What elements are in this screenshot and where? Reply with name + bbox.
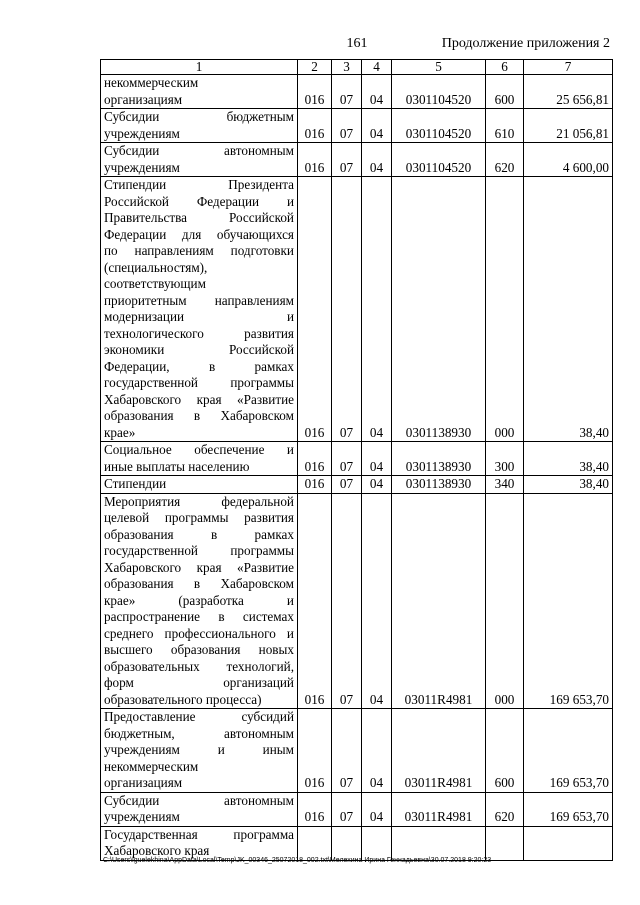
cell-section: 07 xyxy=(332,792,362,826)
row-name-line: форм организаций xyxy=(104,675,294,690)
cell-ministry: 016 xyxy=(298,442,332,476)
row-name-line: технологического развития xyxy=(104,325,294,341)
cell-amount: 169 653,70 xyxy=(524,493,613,709)
page-number: 161 xyxy=(346,36,368,51)
cell-ministry: 016 xyxy=(298,792,332,826)
row-name-line: учреждениям xyxy=(104,159,180,175)
row-name-line: образования в Хабаровском xyxy=(104,408,294,423)
table-row xyxy=(101,143,613,177)
cell-section: 07 xyxy=(332,75,362,109)
cell-target: 03011R4981 xyxy=(392,493,486,709)
table-row xyxy=(101,75,613,109)
cell-section: 07 xyxy=(332,177,362,442)
cell-expense-type: 340 xyxy=(486,476,524,494)
footer-file-path: C:\Users\iguelekhina\AppData\Local\Temp\JK_00346_25072018_002.txt\Мелехина Ирина Геннадьевна\30.07.2018 9:20:23 xyxy=(103,857,492,864)
row-name-cell xyxy=(101,442,298,476)
cell-section: 07 xyxy=(332,442,362,476)
row-name-cell xyxy=(101,792,298,826)
cell-ministry: 016 xyxy=(298,709,332,793)
row-name-line: Федерации для обучающихся xyxy=(104,226,294,242)
cell-ministry: 016 xyxy=(298,109,332,143)
cell-subsection: 04 xyxy=(362,493,392,709)
row-name-line: бюджетным, автономным xyxy=(104,725,294,741)
table-row xyxy=(101,493,613,709)
row-name-line: Хабаровского края xyxy=(104,843,210,858)
row-name-line: (специальностям), xyxy=(104,259,208,275)
column-header: 5 xyxy=(392,60,486,75)
row-name-line: Мероприятия федеральной xyxy=(104,493,294,509)
cell-amount: 38,40 xyxy=(524,442,613,476)
row-name-line: Субсидии автономным xyxy=(104,792,294,808)
cell-amount: 25 656,81 xyxy=(524,75,613,109)
row-name-line: приоритетным направлениям xyxy=(104,292,294,308)
cell-subsection: 04 xyxy=(362,109,392,143)
cell-subsection: 04 xyxy=(362,709,392,793)
row-name-line: по направлениям подготовки xyxy=(104,243,294,258)
column-header: 3 xyxy=(332,60,362,75)
row-name-line: модернизации и xyxy=(104,309,294,324)
column-header: 4 xyxy=(362,60,392,75)
table-row xyxy=(101,442,613,476)
row-name-cell xyxy=(101,709,298,793)
row-name-line: некоммерческим xyxy=(104,758,199,774)
table-row xyxy=(101,792,613,826)
continuation-title: Продолжение приложения 2 xyxy=(441,36,610,51)
cell-subsection: 04 xyxy=(362,75,392,109)
column-header: 6 xyxy=(486,60,524,75)
table-row xyxy=(101,709,613,793)
table-body xyxy=(101,75,613,861)
cell-amount: 169 653,70 xyxy=(524,792,613,826)
row-name-line: государственной программы xyxy=(104,375,294,390)
cell-expense-type xyxy=(486,826,524,860)
row-name-line: Российской Федерации и xyxy=(104,193,294,209)
cell-section: 07 xyxy=(332,143,362,177)
row-name-line: образовательных технологий, xyxy=(104,658,294,674)
cell-subsection: 04 xyxy=(362,792,392,826)
cell-ministry xyxy=(298,826,332,860)
cell-target: 0301104520 xyxy=(392,75,486,109)
cell-amount: 38,40 xyxy=(524,177,613,442)
cell-expense-type: 600 xyxy=(486,75,524,109)
cell-target: 0301138930 xyxy=(392,177,486,442)
row-name-cell xyxy=(101,177,298,442)
cell-section: 07 xyxy=(332,709,362,793)
row-name-line: учреждениям xyxy=(104,125,180,141)
table-row xyxy=(101,177,613,442)
cell-ministry: 016 xyxy=(298,493,332,709)
cell-expense-type: 600 xyxy=(486,709,524,793)
row-name-line: организациям xyxy=(104,91,183,107)
row-name-cell xyxy=(101,143,298,177)
cell-amount: 38,40 xyxy=(524,476,613,494)
row-name-cell xyxy=(101,826,298,860)
row-name-line: высшего образования новых xyxy=(104,642,294,657)
row-name-line: Хабаровского края «Развитие xyxy=(104,391,294,407)
row-name-line: учреждениям и иным xyxy=(104,742,294,757)
cell-subsection: 04 xyxy=(362,177,392,442)
row-name-cell xyxy=(101,75,298,109)
row-name-line: Социальное обеспечение и xyxy=(104,442,294,457)
cell-expense-type: 620 xyxy=(486,792,524,826)
cell-target: 0301104520 xyxy=(392,109,486,143)
cell-ministry: 016 xyxy=(298,476,332,494)
row-name-line: Правительства Российской xyxy=(104,210,294,225)
row-name-line: экономики Российской xyxy=(104,342,294,357)
cell-target: 03011R4981 xyxy=(392,709,486,793)
row-name-line: Субсидии бюджетным xyxy=(104,109,294,124)
budget-table xyxy=(100,59,613,861)
row-name-line: Стипендии Президента xyxy=(104,177,294,192)
row-name-line: некоммерческим xyxy=(104,75,199,90)
cell-section: 07 xyxy=(332,476,362,494)
row-name-line: образовательного процесса) xyxy=(104,691,262,707)
cell-target xyxy=(392,826,486,860)
row-name-cell xyxy=(101,493,298,709)
table-row xyxy=(101,109,613,143)
cell-section: 07 xyxy=(332,109,362,143)
cell-section: 07 xyxy=(332,493,362,709)
row-name-line: крае» xyxy=(104,424,136,440)
row-name-line: среднего профессионального и xyxy=(104,625,294,641)
cell-ministry: 016 xyxy=(298,177,332,442)
row-name-line: Федерации, в рамках xyxy=(104,358,294,374)
row-name-line: крае» (разработка и xyxy=(104,592,294,608)
row-name-line: образования в Хабаровском xyxy=(104,576,294,591)
row-name-line: Государственная программа xyxy=(104,826,294,842)
cell-ministry: 016 xyxy=(298,143,332,177)
row-name-cell xyxy=(101,476,298,494)
table-header-row xyxy=(101,60,613,75)
cell-expense-type: 000 xyxy=(486,177,524,442)
cell-amount: 21 056,81 xyxy=(524,109,613,143)
cell-amount: 169 653,70 xyxy=(524,709,613,793)
cell-subsection: 04 xyxy=(362,143,392,177)
cell-target: 0301138930 xyxy=(392,442,486,476)
cell-expense-type: 300 xyxy=(486,442,524,476)
cell-amount: 4 600,00 xyxy=(524,143,613,177)
row-name-line: Предоставление субсидий xyxy=(104,709,294,724)
row-name-line: образования в рамках xyxy=(104,526,294,542)
row-name-line: Стипендии xyxy=(104,476,167,491)
cell-ministry: 016 xyxy=(298,75,332,109)
row-name-line: Субсидии автономным xyxy=(104,143,294,158)
cell-subsection: 04 xyxy=(362,442,392,476)
table-row xyxy=(101,476,613,494)
cell-expense-type: 000 xyxy=(486,493,524,709)
row-name-line: иные выплаты населению xyxy=(104,458,250,474)
column-header: 1 xyxy=(101,60,298,75)
row-name-line: государственной программы xyxy=(104,543,294,558)
cell-target: 0301104520 xyxy=(392,143,486,177)
column-header: 7 xyxy=(524,60,613,75)
row-name-line: Хабаровского края «Развитие xyxy=(104,559,294,575)
cell-section xyxy=(332,826,362,860)
row-name-line: соответствующим xyxy=(104,276,206,291)
cell-target: 0301138930 xyxy=(392,476,486,494)
cell-amount xyxy=(524,826,613,860)
table-row xyxy=(101,826,613,860)
cell-expense-type: 610 xyxy=(486,109,524,143)
row-name-cell xyxy=(101,109,298,143)
row-name-line: учреждениям xyxy=(104,809,180,824)
column-header: 2 xyxy=(298,60,332,75)
row-name-line: распространение в системах xyxy=(104,609,294,624)
cell-subsection xyxy=(362,826,392,860)
cell-target: 03011R4981 xyxy=(392,792,486,826)
row-name-line: целевой программы развития xyxy=(104,510,294,525)
cell-expense-type: 620 xyxy=(486,143,524,177)
cell-subsection: 04 xyxy=(362,476,392,494)
row-name-line: организациям xyxy=(104,775,183,790)
